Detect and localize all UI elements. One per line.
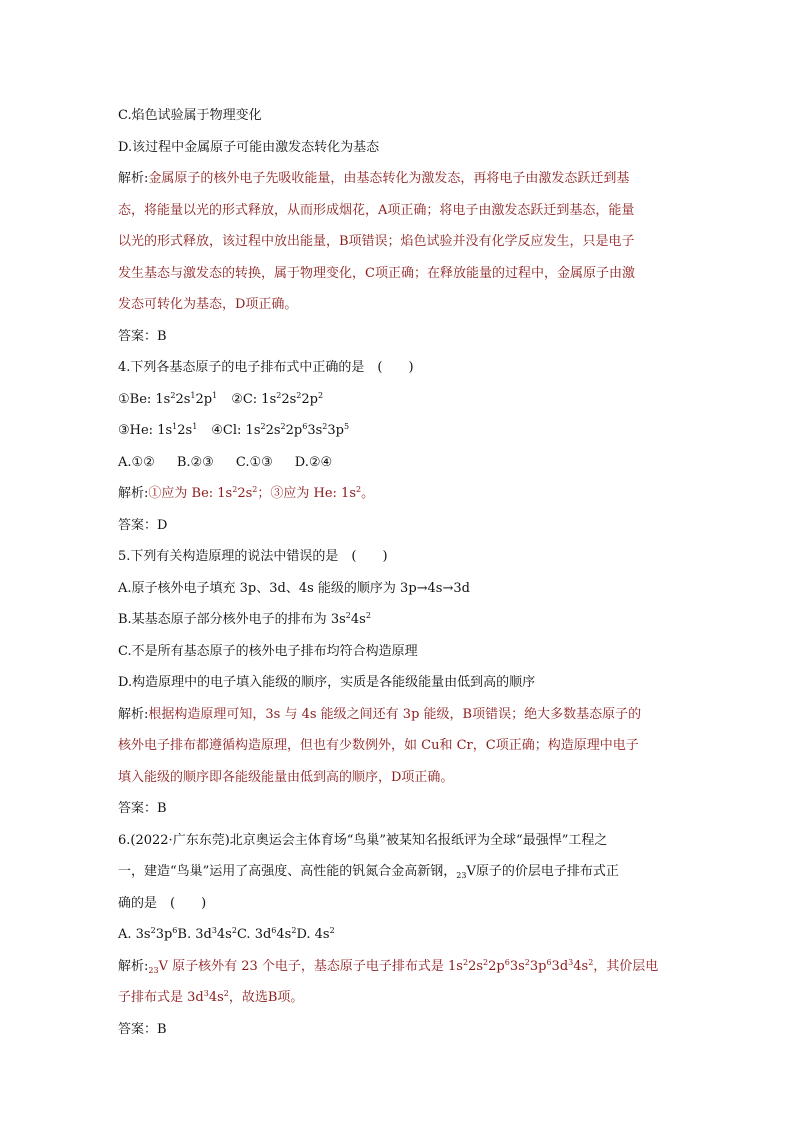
q4-stem: 4.下列各基态原子的电子排布式中正确的是 ( ) <box>118 360 414 375</box>
q4-items-row-2: ③He: $1s^12s^1$ ④Cl: $1s^22s^22p^63s^23p^5$ <box>118 422 350 438</box>
explanation-label: 解析: <box>118 171 149 186</box>
q6-stem-line-3: 确的是 ( ) <box>118 895 207 911</box>
q4-option-d: D.②④ <box>294 454 333 470</box>
q5-explanation-line-3: 填入能级的顺序即各能级能量由低到高的顺序，D项正确。 <box>118 769 454 785</box>
q3-option-d: D.该过程中金属原子可能由激发态转化为基态 <box>118 139 380 155</box>
q5-explanation-line-2: 核外电子排布都遵循构造原理，但也有少数例外，如 Cu和 Cr，C项正确；构造原理中电子 <box>118 738 639 753</box>
q4-explanation <box>118 478 678 510</box>
q5-option-a: A.原子核外电子填充 3p、3d、4s 能级的顺序为 3p→4s→3d <box>118 580 470 596</box>
q5-explanation-line-1 <box>118 699 678 731</box>
q4-option-c: C.①③ <box>235 454 273 470</box>
q6-answer: 答案：B <box>118 1021 167 1037</box>
explanation-text: $_{23}$V 原子核外有 23 个电子，基态原子电子排布式是 $1s^22s^22p^63s^23p^63d^34s^2$，其价层电 <box>148 957 659 975</box>
q3-option-c: C.焰色试验属于物理变化 <box>118 108 262 123</box>
q6-stem-line-2: 一，建造“鸟巢”运用了高强度、高性能的钒氮合金高新钢，$_{23}$V原子的价层电子排布式正 <box>118 864 619 880</box>
q5-answer: 答案：B <box>118 801 167 816</box>
q6-options: A. $3s^23p^6B$. $3d^34s^2C$. $3d^64s^2D$. $4s^2$ <box>118 926 335 942</box>
explanation-text: 金属原子的核外电子先吸收能量，由基态转化为激发态，再将电子由激发态跃迁到基 <box>148 171 630 186</box>
q3-explanation-line-4: 发生基态与激发态的转换，属于物理变化，C项正确；在释放能量的过程中，金属原子由激 <box>118 265 635 281</box>
explanation-label: 解析: <box>118 486 149 501</box>
q5-option-c: C.不是所有基态原子的核外电子排布均符合构造原理 <box>118 643 418 659</box>
q3-explanation-line-3: 以光的形式释放，该过程中放出能量，B项错误；焰色试验并没有化学反应发生，只是电子 <box>118 234 635 249</box>
explanation-text: 根据构造原理可知，3s 与 4s 能级之间还有 3p 能级，B项错误；绝大多数基态原子的 <box>148 706 642 722</box>
explanation-label: 解析: <box>118 706 149 722</box>
q5-option-b: B.某基态原子部分核外电子的排布为 $3s^24s^2$ <box>118 611 371 627</box>
q3-explanation-line-1 <box>118 163 678 195</box>
q4-option-b: B.②③ <box>176 454 214 470</box>
q6-explanation-line-2: 子排布式是 $3d^34s^2$，故选B项。 <box>118 989 304 1005</box>
q5-stem: 5.下列有关构造原理的说法中错误的是 ( ) <box>118 549 388 564</box>
explanation-label: 解析: <box>118 958 149 974</box>
q3-answer: 答案：B <box>118 328 167 344</box>
q5-option-d: D.构造原理中的电子填入能级的顺序，实质是各能级能量由低到高的顺序 <box>118 675 536 690</box>
q4-items-row-1: ①Be: $1s^22s^12p^1$ ②C: $1s^22s^22p^2$ <box>118 390 324 407</box>
q3-explanation-line-2: 态，将能量以光的形式释放，从而形成烟花，A项正确；将电子由激发态跃迁到基态，能量 <box>118 202 635 218</box>
q4-answer: 答案：D <box>118 517 168 533</box>
q3-explanation-line-5: 发态可转化为基态，D项正确。 <box>118 297 298 312</box>
document-page <box>118 100 678 1045</box>
explanation-text: ①应为 Be: $1s^22s^2$；③应为 He: $1s^2$。 <box>148 485 375 501</box>
q6-explanation-line-1 <box>118 951 678 983</box>
q6-stem-line-1: 6.(2022·广东东莞)北京奥运会主体育场“鸟巢”被某知名报纸评为全球“最强悍”工程之 <box>118 832 608 848</box>
q4-options <box>118 447 678 479</box>
q4-option-a: A.①② <box>118 454 155 470</box>
